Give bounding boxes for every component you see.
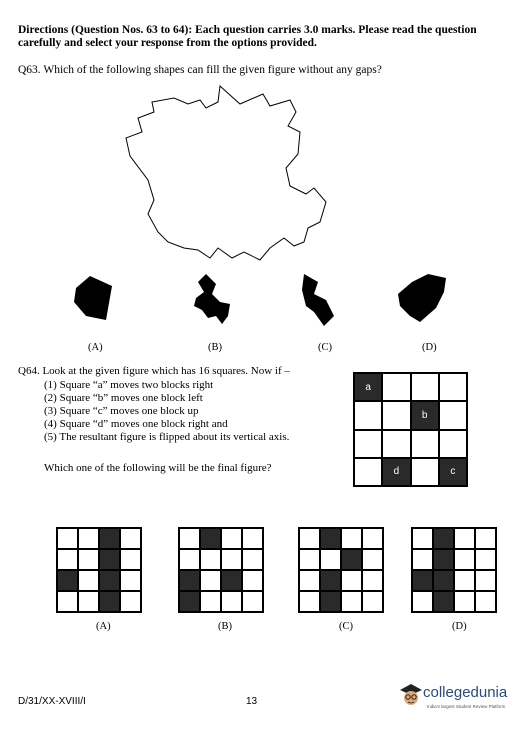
- grid-cell: [412, 528, 433, 549]
- grid-cell: [475, 591, 496, 612]
- option-d-shape: [394, 272, 450, 328]
- grid-cell: [242, 570, 263, 591]
- grid-cell: [221, 570, 242, 591]
- option-b-shape: [190, 272, 236, 328]
- grid-cell: [242, 528, 263, 549]
- grid-cell: [439, 458, 467, 486]
- grid-cell: [120, 528, 141, 549]
- q64-step: (1) Square “a” moves two blocks right: [44, 379, 214, 391]
- grid-cell: [454, 570, 475, 591]
- grid-cell: [242, 549, 263, 570]
- grid-cell: [320, 549, 341, 570]
- grid-cell: [412, 570, 433, 591]
- grid-cell: [433, 570, 454, 591]
- grid-cell: [433, 591, 454, 612]
- grid-cell: [362, 591, 383, 612]
- grid-cell: [475, 528, 496, 549]
- q63-main-figure: [118, 82, 333, 267]
- q64-option-d-grid: [411, 527, 497, 613]
- grid-cell: [221, 549, 242, 570]
- grid-cell: [341, 591, 362, 612]
- grid-cell: [99, 591, 120, 612]
- grid-cell: [454, 528, 475, 549]
- grid-cell: [439, 373, 467, 401]
- grid-cell: [475, 549, 496, 570]
- q63-option-c-label: (C): [318, 342, 332, 353]
- grid-cell: [200, 549, 221, 570]
- grid-cell: [200, 570, 221, 591]
- q64-option-a-grid: [56, 527, 142, 613]
- grid-cell: [78, 591, 99, 612]
- grid-cell: [179, 570, 200, 591]
- grid-cell-label: c: [450, 466, 456, 478]
- grid-cell: [354, 401, 382, 429]
- q64-option-c-label: (C): [339, 621, 353, 632]
- grid-cell: [475, 570, 496, 591]
- grid-cell: [382, 430, 410, 458]
- grid-cell: [242, 591, 263, 612]
- page-number: 13: [246, 696, 258, 707]
- grid-cell: [120, 591, 141, 612]
- grid-cell: [454, 549, 475, 570]
- grid-cell: [57, 528, 78, 549]
- grid-cell: [200, 528, 221, 549]
- grid-cell: [179, 528, 200, 549]
- grid-cell: [320, 570, 341, 591]
- grid-cell-label: a: [365, 381, 371, 393]
- grid-cell: [120, 549, 141, 570]
- grid-cell: [411, 401, 439, 429]
- grid-cell: [221, 528, 242, 549]
- brand-tagline: India's largest Student Review Platform: [427, 704, 506, 709]
- grid-cell: [411, 458, 439, 486]
- grid-cell: [78, 549, 99, 570]
- grid-cell: [299, 528, 320, 549]
- grid-cell: [411, 373, 439, 401]
- grid-cell: [341, 528, 362, 549]
- q63-option-b-label: (B): [208, 342, 222, 353]
- q64-question: Q64. Look at the given figure which has 16 squares. Now if –: [18, 365, 290, 377]
- q63-option-a-label: (A): [88, 342, 103, 353]
- grid-cell: [57, 591, 78, 612]
- q64-ask: Which one of the following will be the final figure?: [44, 462, 272, 474]
- grid-cell: [299, 591, 320, 612]
- q64-step: (5) The resultant figure is flipped about its vertical axis.: [44, 431, 290, 443]
- grid-cell: [341, 570, 362, 591]
- q64-option-d-label: (D): [452, 621, 467, 632]
- q64-option-b-grid: [178, 527, 264, 613]
- grid-cell: [354, 430, 382, 458]
- grid-cell: [179, 549, 200, 570]
- grid-cell: [179, 591, 200, 612]
- grid-cell: [221, 591, 242, 612]
- option-c-shape: [298, 272, 340, 332]
- grid-cell: [120, 570, 141, 591]
- grid-cell: [412, 591, 433, 612]
- grid-cell: [320, 591, 341, 612]
- grid-cell-label: d: [393, 466, 400, 478]
- q64-option-c-grid: [298, 527, 384, 613]
- grid-cell: [362, 570, 383, 591]
- grid-cell: [439, 430, 467, 458]
- grid-cell: [382, 458, 410, 486]
- grid-cell: [354, 458, 382, 486]
- directions-text: Directions (Question Nos. 63 to 64): Each question carries 3.0 marks. Please read the question carefully and select your response from the options provided.: [18, 24, 477, 49]
- grid-cell: [341, 549, 362, 570]
- grid-cell: [200, 591, 221, 612]
- q64-step: (2) Square “b” moves one block left: [44, 392, 203, 404]
- q64-step: (3) Square “c” moves one block up: [44, 405, 199, 417]
- grid-cell: [411, 430, 439, 458]
- grid-cell: [382, 401, 410, 429]
- grid-cell: [57, 570, 78, 591]
- grid-cell: [354, 373, 382, 401]
- q64-option-b-label: (B): [218, 621, 232, 632]
- q64-main-grid: [353, 372, 468, 487]
- grid-cell: [99, 549, 120, 570]
- mascot-logo-icon: [398, 682, 424, 708]
- grid-cell: [78, 570, 99, 591]
- q64-option-a-label: (A): [96, 621, 111, 632]
- grid-cell: [99, 528, 120, 549]
- grid-cell: [412, 549, 433, 570]
- grid-cell: [99, 570, 120, 591]
- grid-cell: [362, 549, 383, 570]
- q63-question: Q63. Which of the following shapes can fill the given figure without any gaps?: [18, 64, 382, 76]
- grid-cell: [299, 549, 320, 570]
- grid-cell-label: b: [421, 409, 428, 421]
- grid-cell: [320, 528, 341, 549]
- q64-step: (4) Square “d” moves one block right and: [44, 418, 228, 430]
- grid-cell: [382, 373, 410, 401]
- grid-cell: [299, 570, 320, 591]
- grid-cell: [57, 549, 78, 570]
- footer-code: D/31/XX-XVIII/I: [18, 696, 86, 707]
- option-a-shape: [72, 272, 118, 324]
- brand-logo-text: collegedunia: [423, 684, 508, 701]
- grid-cell: [78, 528, 99, 549]
- grid-cell: [439, 401, 467, 429]
- q63-option-d-label: (D): [422, 342, 437, 353]
- grid-cell: [433, 528, 454, 549]
- grid-cell: [454, 591, 475, 612]
- grid-cell: [433, 549, 454, 570]
- grid-cell: [362, 528, 383, 549]
